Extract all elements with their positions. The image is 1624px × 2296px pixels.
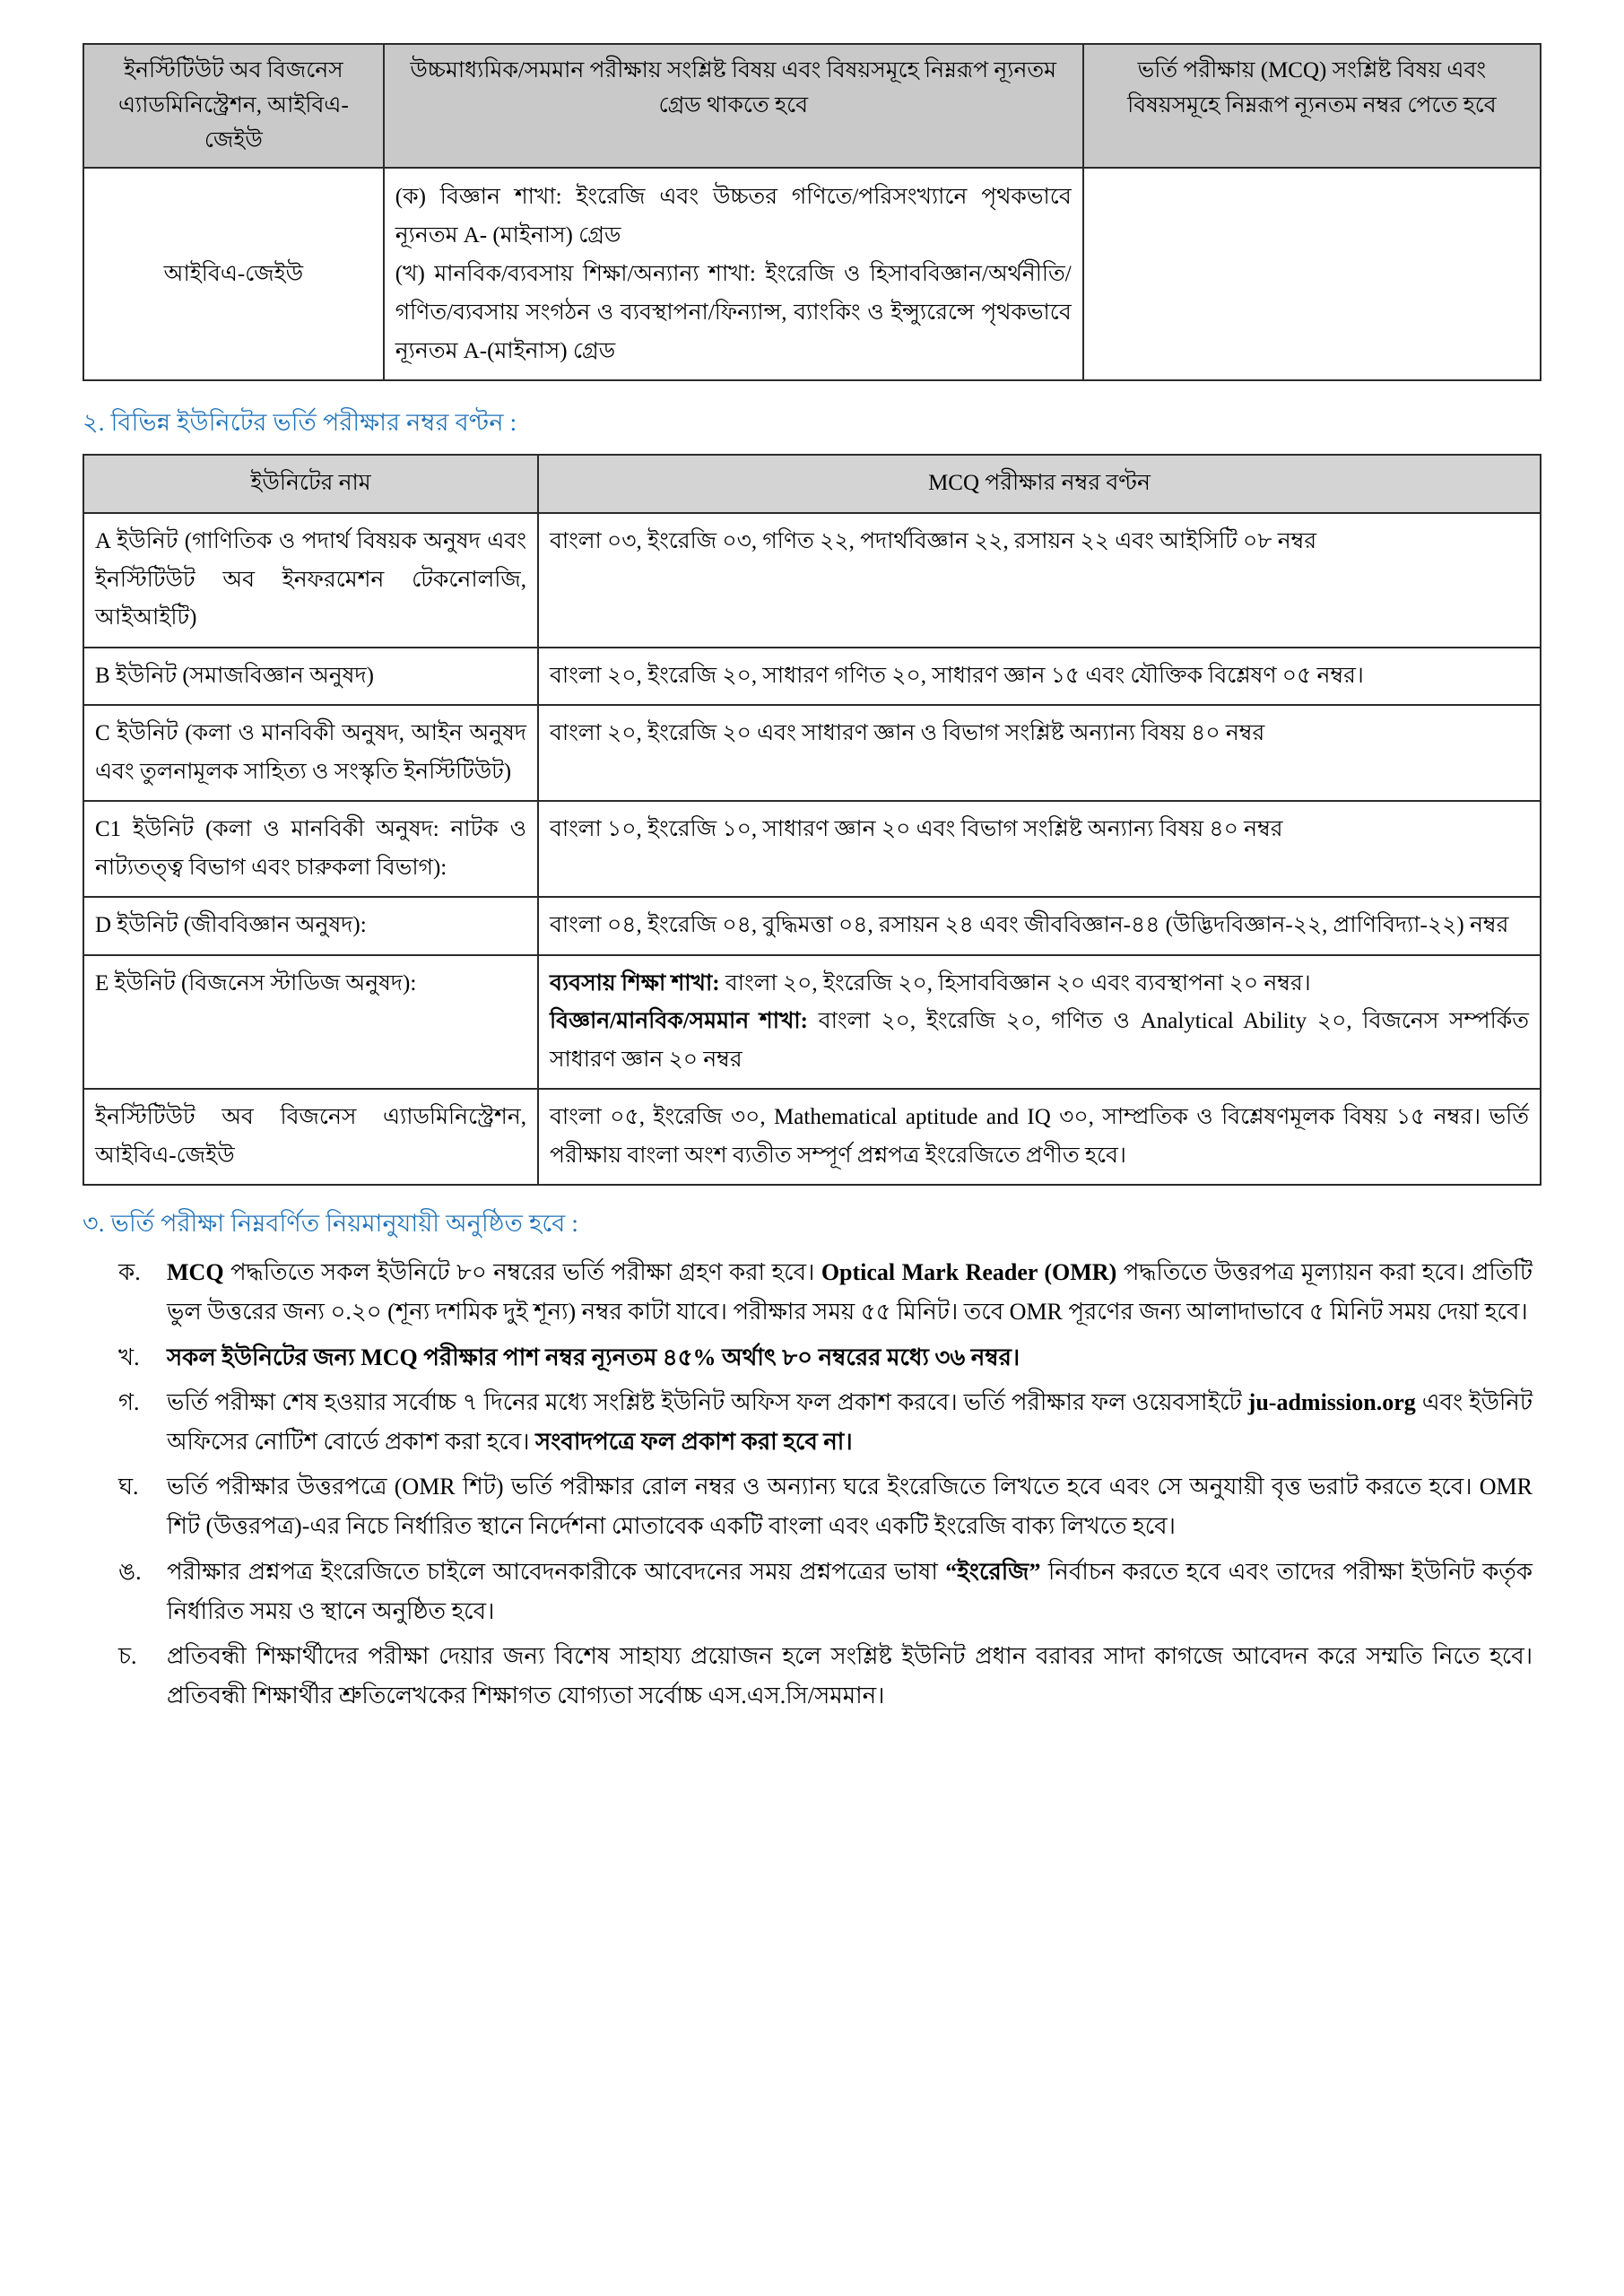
label-science-branch: বিজ্ঞান/মানবিক/সমমান শাখা: <box>550 1009 808 1034</box>
table-row <box>83 705 1541 801</box>
table-row <box>83 801 1541 897</box>
rule-ga-emphasis: সংবাদপত্রে ফল প্রকাশ করা হবে না। <box>535 1429 853 1455</box>
text-business-branch: বাংলা ২০, ইংরেজি ২০, হিসাববিজ্ঞান ২০ এবং ব্যবস্থাপনা ২০ নম্বর। <box>719 970 1311 996</box>
unit-dist-b: বাংলা ২০, ইংরেজি ২০, সাধারণ গণিত ২০, সাধারণ জ্ঞান ১৫ এবং যৌক্তিক বিশ্লেষণ ০৫ নম্বর। <box>538 648 1541 706</box>
rule-marker-ka: ক. <box>118 1259 141 1286</box>
rule-ka-text-2: পদ্ধতিতে উত্তরপত্র মূল্যায়ন করা হবে। প্রতিটি ভুল উত্তরের জন্য ০.২০ (শূন্য দশমিক দুই শূন্য) নম্বর কাটা যাবে। পরীক্ষার সময় ৫৫ মিনিট। তবে OMR পূরণের জন্য আলাদাভাবে ৫ মিনিট সময় দেয়া হবে। <box>167 1259 1533 1326</box>
rule-uo-emphasis: “ইংরেজি” <box>945 1558 1041 1585</box>
unit-name-e: E ইউনিট (বিজনেস স্টাডিজ অনুষদ): <box>83 955 538 1090</box>
header-mcq-requirement: ভর্তি পরীক্ষায় (MCQ) সংশ্লিষ্ট বিষয় এবং বিষয়সমূহে নিম্নরূপ ন্যূনতম নম্বর পেতে হবে <box>1083 44 1541 168</box>
rule-marker-uo: ঙ. <box>118 1558 142 1585</box>
unit-dist-a: বাংলা ০৩, ইংরেজি ০৩, গণিত ২২, পদার্থবিজ্ঞান ২২, রসায়ন ২২ এবং আইসিটি ০৮ নম্বর <box>538 513 1541 648</box>
table-header-row <box>83 44 1541 168</box>
rule-marker-gha: ঘ. <box>118 1474 139 1500</box>
header-mcq-distribution: MCQ পরীক্ষার নম্বর বণ্টন <box>538 455 1541 513</box>
header-unit-name: ইউনিটের নাম <box>83 455 538 513</box>
unit-e-business-branch <box>550 965 1529 1004</box>
rule-uo-text-1: পরীক্ষার প্রশ্নপত্র ইংরেজিতে চাইলে আবেদনকারীকে আবেদনের সময় প্রশ্নপত্রের ভাষা <box>167 1558 946 1585</box>
unit-name-c1: C1 ইউনিট (কলা ও মানবিকী অনুষদ: নাটক ও নাট্যতত্ত্ব বিভাগ এবং চারুকলা বিভাগ): <box>83 801 538 897</box>
rule-ka-mcq-label: MCQ <box>167 1259 224 1286</box>
rule-gha-text: ভর্তি পরীক্ষার উত্তরপত্রে (OMR শিট) ভর্তি পরীক্ষার রোল নম্বর ও অন্যান্য ঘরে ইংরেজিতে লিখতে হবে এবং সে অনুযায়ী বৃত্ত ভরাট করতে হবে। OMR শিট (উত্তরপত্র)-এর নিচে নির্ধারিত স্থানে নির্দেশনা মোতাবেক একটি বাংলা এবং একটি ইংরেজি বাক্য লিখতে হবে। <box>167 1474 1533 1540</box>
section-3-heading: ৩. ভর্তি পরীক্ষা নিম্নবর্ণিত নিয়মানুযায়ী অনুষ্ঠিত হবে : <box>83 1210 579 1238</box>
unit-dist-e <box>538 955 1541 1090</box>
rule-item-cha <box>102 1637 1533 1716</box>
cell-grade-requirements <box>384 168 1083 380</box>
table-header-row <box>83 455 1541 513</box>
unit-dist-iba: বাংলা ০৫, ইংরেজি ৩০, Mathematical aptitude and IQ ৩০, সাম্প্রতিক ও বিশ্লেষণমূলক বিষয় ১৫ নম্বর। ভর্তি পরীক্ষায় বাংলা অংশ ব্যতীত সম্পূর্ণ প্রশ্নপত্র ইংরেজিতে প্রণীত হবে। <box>538 1089 1541 1185</box>
cell-mcq-requirement <box>1083 168 1541 380</box>
unit-marks-distribution-table <box>83 454 1541 1186</box>
table-row <box>83 1089 1541 1185</box>
unit-name-c: C ইউনিট (কলা ও মানবিকী অনুষদ, আইন অনুষদ এবং তুলনামূলক সাহিত্য ও সংস্কৃতি ইনস্টিটিউট) <box>83 705 538 801</box>
table-row <box>83 955 1541 1090</box>
label-business-branch: ব্যবসায় শিক্ষা শাখা: <box>550 970 720 996</box>
unit-name-iba: ইনস্টিটিউট অব বিজনেস এ্যাডমিনিস্ট্রেশন, আইবিএ-জেইউ <box>83 1089 538 1185</box>
rule-item-gha <box>102 1467 1533 1546</box>
admission-rules-list <box>102 1253 1533 1716</box>
unit-e-science-branch <box>550 1003 1529 1079</box>
rule-item-ka <box>102 1253 1533 1332</box>
unit-dist-c: বাংলা ২০, ইংরেজি ২০ এবং সাধারণ জ্ঞান ও বিভাগ সংশ্লিষ্ট অন্যান্য বিষয় ৪০ নম্বর <box>538 705 1541 801</box>
table-row <box>83 513 1541 648</box>
rule-marker-cha: চ. <box>118 1642 137 1669</box>
unit-name-a: A ইউনিট (গাণিতিক ও পদার্থ বিষয়ক অনুষদ এবং ইনস্টিটিউট অব ইনফরমেশন টেকনোলজি, আইআইটি) <box>83 513 538 648</box>
rule-item-uo <box>102 1552 1533 1631</box>
text-science-branch: বাংলা ২০, ইংরেজি ২০, গণিত ও Analytical Ability ২০, বিজনেস সম্পর্কিত সাধারণ জ্ঞান ২০ নম্বর <box>550 1009 1530 1072</box>
rule-item-ga <box>102 1383 1533 1462</box>
rule-ga-text-2: এবং ইউনিট অফিসের নোটিশ বোর্ডে প্রকাশ করা হবে। <box>167 1388 1533 1455</box>
rule-cha-text: প্রতিবন্ধী শিক্ষার্থীদের পরীক্ষা দেয়ার জন্য বিশেষ সাহায্য প্রয়োজন হলে সংশ্লিষ্ট ইউনিট প্রধান বরাবর সাদা কাগজে আবেদন করে সম্মতি নিতে হবে। প্রতিবন্ধী শিক্ষার্থীর শ্রুতিলেখকের শিক্ষাগত যোগ্যতা সর্বোচ্চ এস.এস.সি/সমমান। <box>167 1642 1533 1709</box>
rule-marker-kha: খ. <box>118 1344 140 1370</box>
rule-uo-text-2: নির্বাচন করতে হবে এবং তাদের পরীক্ষা ইউনিট কর্তৃক নির্ধারিত সময় ও স্থানে অনুষ্ঠিত হবে। <box>167 1558 1533 1624</box>
rule-ka-omr-label: Optical Mark Reader (OMR) <box>821 1259 1117 1286</box>
header-institute: ইনস্টিটিউট অব বিজনেস এ্যাডমিনিস্ট্রেশন, আইবিএ-জেইউ <box>83 44 384 168</box>
header-hsc-requirement: উচ্চমাধ্যমিক/সমমান পরীক্ষায় সংশ্লিষ্ট বিষয় এবং বিষয়সমূহে নিম্নরূপ ন্যূনতম গ্রেড থাকতে হবে <box>384 44 1083 168</box>
rule-ka-text-1: পদ্ধতিতে সকল ইউনিটে ৮০ নম্বরের ভর্তি পরীক্ষা গ্রহণ করা হবে। <box>223 1259 821 1286</box>
table-row <box>83 168 1541 380</box>
requirement-humanities-branch: (খ) মানবিক/ব্যবসায় শিক্ষা/অন্যান্য শাখা: ইংরেজি ও হিসাববিজ্ঞান/অর্থনীতি/গণিত/ব্যবসায় সংগঠন ও ব্যবস্থাপনা/ফিন্যান্স, ব্যাংকিং ও ইন্স্যুরেন্সে পৃথকভাবে ন্যূনতম A-(মাইনাস) গ্রেড <box>395 262 1072 364</box>
cell-institute-name: আইবিএ-জেইউ <box>83 168 384 380</box>
table-row <box>83 897 1541 955</box>
unit-name-b: B ইউনিট (সমাজবিজ্ঞান অনুষদ) <box>83 648 538 706</box>
rule-kha-text: সকল ইউনিটের জন্য MCQ পরীক্ষার পাশ নম্বর ন্যূনতম ৪৫% অর্থাৎ ৮০ নম্বরের মধ্যে ৩৬ নম্বর। <box>167 1344 1020 1370</box>
unit-name-d: D ইউনিট (জীববিজ্ঞান অনুষদ): <box>83 897 538 955</box>
rule-item-kha <box>102 1338 1533 1378</box>
unit-dist-c1: বাংলা ১০, ইংরেজি ১০, সাধারণ জ্ঞান ২০ এবং বিভাগ সংশ্লিষ্ট অন্যান্য বিষয় ৪০ নম্বর <box>538 801 1541 897</box>
grade-requirement-table <box>83 43 1541 381</box>
table-row <box>83 648 1541 706</box>
rules-list-wrapper <box>83 1253 1541 1716</box>
section-2-heading: ২. বিভিন্ন ইউনিটের ভর্তি পরীক্ষার নম্বর বণ্টন : <box>83 409 517 437</box>
requirement-science-branch: (ক) বিজ্ঞান শাখা: ইংরেজি এবং উচ্চতর গণিতে/পরিসংখ্যানে পৃথকভাবে ন্যূনতম A- (মাইনাস) গ্রেড <box>395 185 1072 248</box>
rule-ga-text-1: ভর্তি পরীক্ষা শেষ হওয়ার সর্বোচ্চ ৭ দিনের মধ্যে সংশ্লিষ্ট ইউনিট অফিস ফল প্রকাশ করবে। ভর্তি পরীক্ষার ফল ওয়েবসাইটে <box>167 1388 1248 1415</box>
rule-marker-ga: গ. <box>118 1388 140 1415</box>
rule-ga-website-link[interactable]: ju-admission.org <box>1247 1388 1416 1415</box>
unit-dist-d: বাংলা ০৪, ইংরেজি ০৪, বুদ্ধিমত্তা ০৪, রসায়ন ২৪ এবং জীববিজ্ঞান-৪৪ (উদ্ভিদবিজ্ঞান-২২, প্রাণিবিদ্যা-২২) নম্বর <box>538 897 1541 955</box>
